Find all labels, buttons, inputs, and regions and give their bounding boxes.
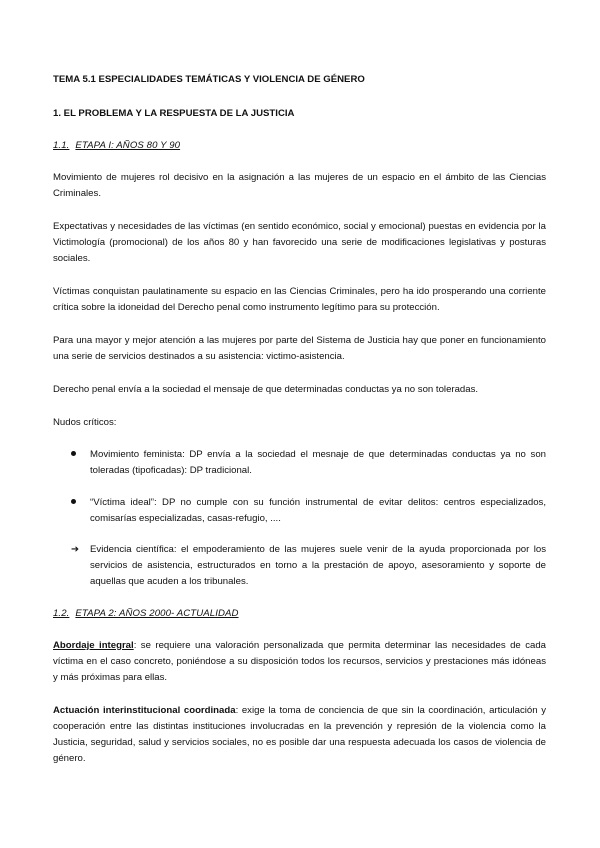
list-item (53, 495, 546, 527)
list-item (53, 447, 546, 479)
document-body (53, 72, 546, 784)
document-title: TEMA 5.1 ESPECIALIDADES TEMÁTICAS Y VIOLENCIA DE GÉNERO (53, 74, 365, 85)
subsection-title: ETAPA I: AÑOS 80 Y 90 (75, 140, 181, 151)
paragraph-text: : se requiere una valoración personalizada que permita determinar las necesidades de cada víctima en el caso concreto, poniéndose a su disposición todos los recursos, servicios y prestaciones más idóneas y más próximas para ellas. (53, 639, 546, 684)
paragraph: Movimiento de mujeres rol decisivo en la asignación a las mujeres de un espacio en el ámbito de las Ciencias Criminales. (53, 172, 546, 200)
subsection-heading-1-1 (53, 138, 546, 154)
paragraph: Víctimas conquistan paulatinamente su espacio en las Ciencias Criminales, pero ha ido prosperando una corriente crítica sobre la idoneidad del Derecho penal como instrumento legítimo para su protección. (53, 286, 546, 314)
bullet-icon (71, 495, 83, 511)
section-heading-1: 1. EL PROBLEMA Y LA RESPUESTA DE LA JUSTICIA (53, 108, 295, 119)
paragraph-critical-points-label: Nudos críticos: (53, 416, 117, 428)
subsection-number: 1.2. (53, 607, 70, 619)
subsection-title: ETAPA 2: AÑOS 2000- ACTUALIDAD (75, 607, 239, 619)
list-item-text: Movimiento feminista: DP envía a la sociedad el mesnaje de que determinadas conductas ya no son toleradas (tipoficadas): DP tradicional. (90, 449, 546, 477)
list-item-text: Evidencia científica: el empoderamiento de las mujeres suele venir de la ayuda proporcionada por los servicios de asistencia, estructurados en torno a la prestación de apoyo, asesoramiento y soporte de aquellas que acuden a los tribunales. (90, 544, 546, 588)
paragraph: Derecho penal envía a la sociedad el mensaje de que determinadas conductas ya no son toleradas. (53, 383, 479, 395)
list-item (53, 542, 546, 591)
paragraph: Expectativas y necesidades de las víctimas (en sentido económico, social y emocional) puestas en evidencia por la Victimología (promocional) de los años 80 y han favorecido una serie de modificaciones legislativas y posturas sociales. (53, 220, 546, 265)
bullet-icon (71, 447, 83, 463)
paragraph: Para una mayor y mejor atención a las mujeres por parte del Sistema de Justicia hay que poner en funcionamiento una serie de servicios destinados a su asistencia: victimo-asistencia. (53, 334, 546, 363)
subsection-heading-1-2 (53, 606, 546, 622)
paragraph-lead-term: Abordaje integral (53, 639, 134, 651)
list-item-text: “Víctima ideal”: DP no cumple con su función instrumental de evitar delitos: centros especializados, comisarías especializadas, casas-refugio, .... (90, 496, 546, 524)
paragraph-lead-term: Actuación interinstitucional coordinada (53, 704, 236, 716)
subsection-number: 1.1. (53, 140, 70, 151)
critical-points-list (53, 447, 546, 590)
paragraph-actuacion-interinstitucional (53, 703, 546, 768)
arrow-right-icon: ➔ (71, 544, 80, 556)
paragraph-text: : exige la toma de conciencia de que sin la coordinación, articulación y cooperación entre las distintas instituciones involucradas en la prevención y represión de la violencia como la Justicia, seguridad, salud y servicios sociales, no es posible dar una respuesta adecuada los casos de violencia de género. (53, 704, 546, 765)
paragraph-abordaje-integral (53, 638, 546, 687)
